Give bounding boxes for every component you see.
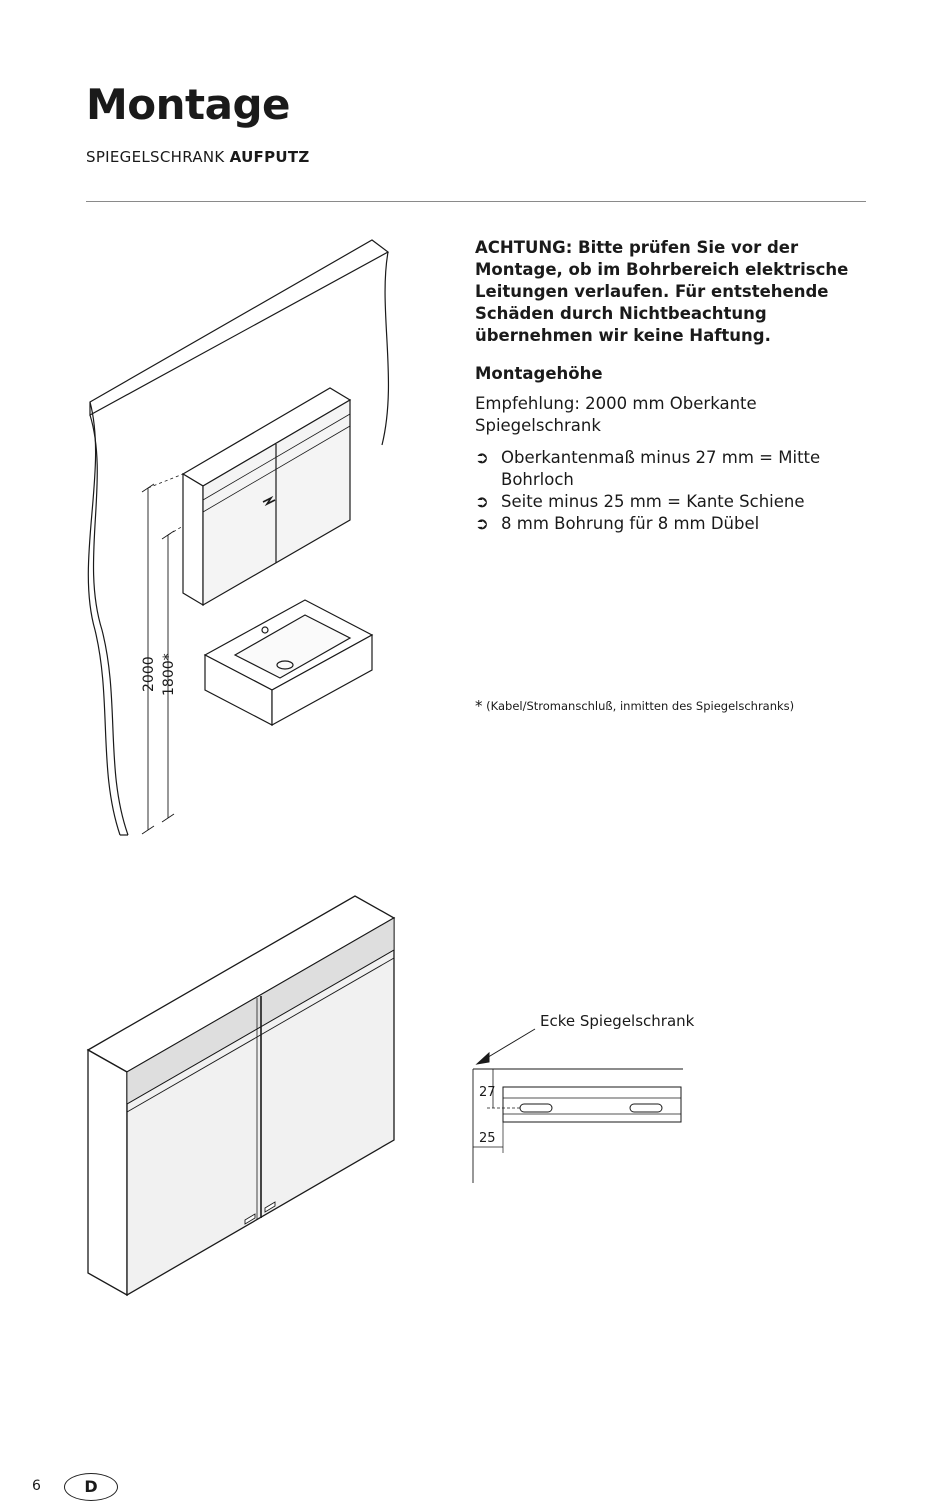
footnote-text: (Kabel/Stromanschluß, inmitten des Spiegelschranks) (486, 699, 795, 713)
cabinet-side (183, 474, 203, 605)
arrow-icon: ➲ (475, 448, 489, 467)
rail-detail-figure (465, 1005, 725, 1190)
slot-left (520, 1104, 552, 1112)
page-title: Montage (86, 80, 291, 129)
dimension-1800: 1800* (161, 653, 177, 696)
section-heading: Montagehöhe (475, 364, 603, 383)
dimension-2000: 2000 (141, 656, 157, 692)
subtitle-prefix: SPIEGELSCHRANK (86, 148, 225, 166)
cabinet-figure (80, 890, 410, 1300)
rail-label: Ecke Spiegelschrank (540, 1012, 695, 1030)
instruction-list (475, 447, 875, 535)
footnote (475, 697, 794, 715)
dimension-27: 27 (479, 1085, 496, 1100)
language-badge: D (64, 1473, 118, 1501)
list-item: ➲ Seite minus 25 mm = Kante Schiene (475, 492, 805, 511)
page-number: 6 (32, 1478, 41, 1494)
dimension-25: 25 (479, 1131, 496, 1146)
page-subtitle (86, 148, 310, 166)
wall-left-edge (90, 415, 128, 835)
recommendation-text: Empfehlung: 2000 mm Oberkante Spiegelschrank (475, 394, 757, 435)
wall-right-edge (382, 252, 388, 445)
arrow-icon: ➲ (475, 492, 489, 511)
arrow-icon: ➲ (475, 514, 489, 533)
subtitle-strong: AUFPUTZ (229, 148, 310, 166)
list-item: ➲ Oberkantenmaß minus 27 mm = Mitte Bohrloch (475, 448, 821, 489)
wall-mounting-figure (80, 230, 400, 850)
cabinet-side-panel (88, 1050, 127, 1295)
slot-right (630, 1104, 662, 1112)
header-divider (86, 201, 866, 202)
list-item: ➲ 8 mm Bohrung für 8 mm Dübel (475, 514, 760, 533)
wall-outline (90, 240, 388, 415)
footnote-star: * (475, 697, 483, 715)
instructions (475, 237, 875, 535)
warning-text: ACHTUNG: Bitte prüfen Sie vor der Montage, ob im Bohrbereich elektrische Leitungen verlaufen. Für entstehende Schäden durch Nichtbeachtung übernehmen wir keine Haftung. (475, 238, 849, 345)
